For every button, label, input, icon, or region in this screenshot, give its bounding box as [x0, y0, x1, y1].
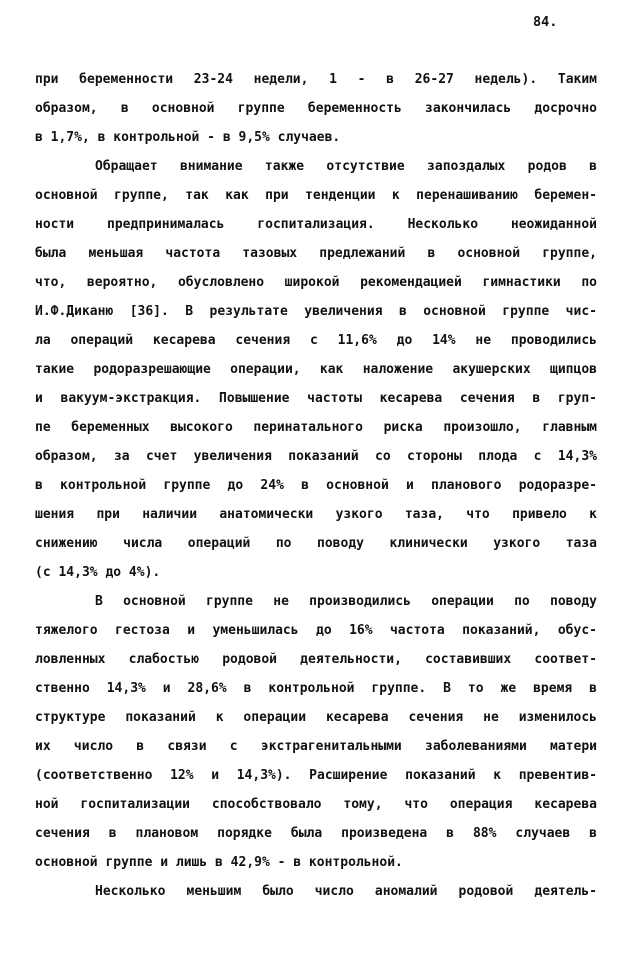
text-line: ла операций кесарева сечения с 11,6% до 14% не проводились	[35, 333, 597, 348]
text-line: их число в связи с экстрагенитальными заболеваниями матери	[35, 739, 597, 754]
document-text-body	[35, 71, 597, 912]
text-line: (соответственно 12% и 14,3%). Расширение показаний к превентив-	[35, 768, 597, 783]
text-line: структуре показаний к операции кесарева сечения не изменилось	[35, 710, 597, 725]
text-line: при беременности 23-24 недели, 1 - в 26-27 недель). Таким	[35, 72, 597, 87]
text-line: тяжелого гестоза и уменьшилась до 16% частота показаний, обус-	[35, 623, 597, 638]
text-line: основной группе и лишь в 42,9% - в контрольной.	[35, 855, 403, 870]
text-line: снижению числа операций по поводу клинически узкого таза	[35, 536, 597, 551]
text-line: пе беременных высокого перинатального риска произошло, главным	[35, 420, 597, 435]
text-line: была меньшая частота тазовых предлежаний в основной группе,	[35, 246, 597, 261]
text-line: ственно 14,3% и 28,6% в контрольной группе. В то же время в	[35, 681, 597, 696]
text-line: ной госпитализации способствовало тому, что операция кесарева	[35, 797, 597, 812]
text-line: основной группе, так как при тенденции к перенашиванию беремен-	[35, 188, 597, 203]
text-line: ности предпринималась госпитализация. Несколько неожиданной	[35, 217, 597, 232]
text-line: Несколько меньшим было число аномалий родовой деятель-	[95, 884, 597, 899]
text-line: И.Ф.Диканю [36]. В результате увеличения в основной группе чис-	[35, 304, 597, 319]
text-line: образом, за счет увеличения показаний со стороны плода с 14,3%	[35, 449, 597, 464]
text-line: и вакуум-экстракция. Повышение частоты кесарева сечения в груп-	[35, 391, 597, 406]
text-line: Обращает внимание также отсутствие запоздалых родов в	[95, 159, 597, 174]
text-line: такие родоразрешающие операции, как наложение акушерских щипцов	[35, 362, 597, 377]
text-line: ловленных слабостью родовой деятельности, составивших соответ-	[35, 652, 597, 667]
text-line: шения при наличии анатомически узкого таза, что привело к	[35, 507, 597, 522]
text-line: (с 14,3% до 4%).	[35, 565, 161, 580]
page-number: 84.	[533, 14, 558, 30]
text-line: сечения в плановом порядке была произведена в 88% случаев в	[35, 826, 597, 841]
text-line: образом, в основной группе беременность закончилась досрочно	[35, 101, 597, 116]
text-line: что, вероятно, обусловлено широкой рекомендацией гимнастики по	[35, 275, 597, 290]
text-line: В основной группе не производились операции по поводу	[95, 594, 597, 609]
text-line: в 1,7%, в контрольной - в 9,5% случаев.	[35, 130, 341, 145]
text-line: в контрольной группе до 24% в основной и планового родоразре-	[35, 478, 597, 493]
